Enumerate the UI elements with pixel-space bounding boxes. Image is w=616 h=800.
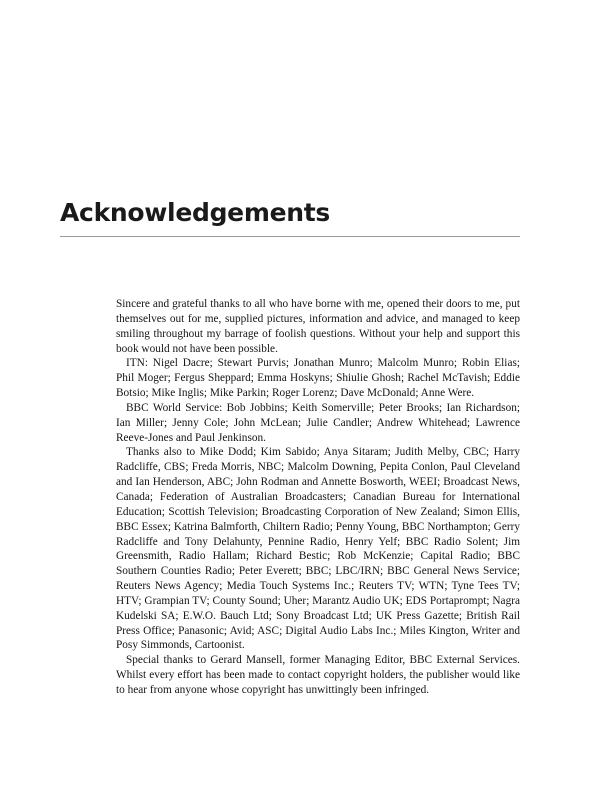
acknowledgements-body [116,297,520,698]
page-title: Acknowledgements [60,198,330,227]
paragraph-thanks-also: Thanks also to Mike Dodd; Kim Sabido; Anya Sitaram; Judith Melby, CBC; Harry Radcliffe, CBS; Freda Morris, NBC; Malcolm Downing, Pepita Conlon, Paul Cleveland and Ian Henderson, ABC; John Rodman and Annette Bosworth, WEEI; Broadcast News, Canada; Federation of Australian Broadcasters; Canadian Bureau for International Education; Scottish Television; Broadcasting Corporation of New Zealand; Simon Ellis, BBC Essex; Katrina Balmforth, Chiltern Radio; Penny Young, BBC Northampton; Gerry Radcliffe and Tony Delahunty, Pennine Radio, Henry Yelf; BBC Radio Solent; Jim Greensmith, Radio Hallam; Richard Bestic; Rob McKenzie; Capital Radio; BBC Southern Counties Radio; Peter Everett; BBC; LBC/IRN; BBC General News Service; Reuters News Agency; Media Touch Systems Inc.; Reuters TV; WTN; Tyne Tees TV; HTV; Grampian TV; County Sound; Uher; Marantz Audio UK; EDS Portaprompt; Nagra Kudelski SA; E.W.O. Bauch Ltd; Sony Broadcast Ltd; UK Press Gazette; British Rail Press Office; Panasonic; Avid; ASC; Digital Audio Labs Inc.; Miles Kington, Writer and Posy Simmonds, Cartoonist. [116,446,520,652]
paragraph-bbc-world-service: BBC World Service: Bob Jobbins; Keith Somerville; Peter Brooks; Ian Richardson; Ian Miller; Jenny Cole; John McLean; Julie Candler; Andrew Whitehead; Lawrence Reeve-Jones and Paul Jenkinson. [116,401,520,444]
paragraph-intro: Sincere and grateful thanks to all who have borne with me, opened their doors to me, put themselves out for me, supplied pictures, information and advice, and managed to keep smiling throughout my barrage of foolish questions. Without your help and support this book would not have been possible. [116,298,520,355]
title-divider [60,236,520,237]
paragraph-special-thanks: Special thanks to Gerard Mansell, former Managing Editor, BBC External Services. Whilst every effort has been made to contact copyright holders, the publisher would like to hear from anyone whose copyright has unwittingly been infringed. [116,654,520,696]
paragraph-itn: ITN: Nigel Dacre; Stewart Purvis; Jonathan Munro; Malcolm Munro; Robin Elias; Phil Moger; Fergus Sheppard; Emma Hoskyns; Shiulie Ghosh; Rachel McTavish; Eddie Botsio; Mike Inglis; Mike Parkin; Roger Lorenz; Dave McDonald; Anne Were. [116,357,520,400]
